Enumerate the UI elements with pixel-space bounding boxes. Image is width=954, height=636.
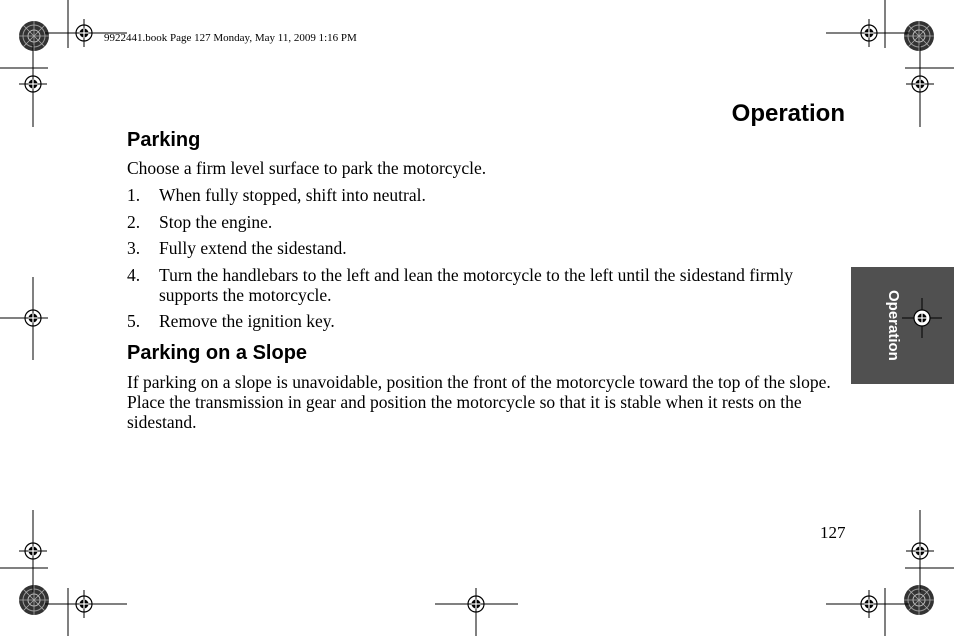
registration-star-icon [904,585,934,615]
registration-target-icon [906,70,934,98]
step-number: 4. [127,265,141,285]
registration-star-icon [19,585,49,615]
page-number: 127 [820,523,846,542]
step-number: 1. [127,185,141,205]
registration-target-icon [855,590,883,618]
registration-target-icon [462,590,490,618]
parking-intro: Choose a firm level surface to park the motorcycle. [127,158,487,178]
registration-target-icon [855,19,883,47]
registration-star-icon [19,21,49,51]
registration-target-icon [19,304,47,332]
side-tab-label: Operation [885,290,902,361]
step-text: When fully stopped, shift into neutral. [159,185,426,205]
registration-target-icon [70,590,98,618]
slope-paragraph: If parking on a slope is unavoidable, position the front of the motorcycle toward the top of the slope. Place the transmission in gear and position the motorcycle so that it is stable when it rests on the sidestand. [127,372,831,432]
step-number: 3. [127,238,141,258]
book-header: 9922441.book Page 127 Monday, May 11, 2009 1:16 PM [104,32,357,44]
section-heading-parking-on-a-slope: Parking on a Slope [127,342,308,364]
registration-star-icon [904,21,934,51]
registration-target-icon [906,537,934,565]
step-text: Remove the ignition key. [159,311,335,331]
section-heading-parking: Parking [127,129,201,151]
step-text: Turn the handlebars to the left and lean the motorcycle to the left until the sidestand firmly supports the motorcycle. [159,265,794,305]
side-tab-registration-target-icon [902,298,942,338]
registration-target-icon [19,70,47,98]
registration-target-icon [19,537,47,565]
registration-target-icon [70,19,98,47]
step-number: 5. [127,311,141,331]
step-text: Stop the engine. [159,212,273,232]
step-number: 2. [127,212,141,232]
step-text: Fully extend the sidestand. [159,238,347,258]
page-title: Operation [731,100,845,127]
